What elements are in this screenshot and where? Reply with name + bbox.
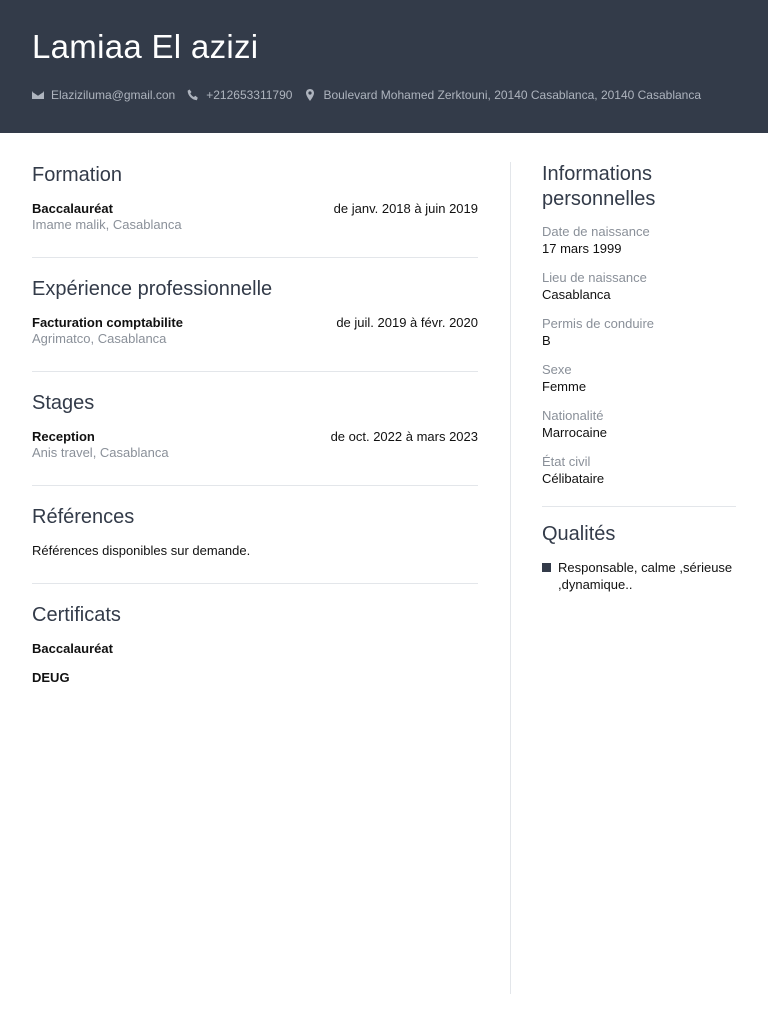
phone-text: +212653311790 bbox=[206, 88, 293, 102]
envelope-icon bbox=[32, 89, 44, 101]
certificats-section bbox=[32, 602, 478, 722]
info-value: Célibataire bbox=[542, 471, 605, 486]
section-title: Formation bbox=[32, 164, 123, 186]
info-label: Lieu de naissance bbox=[542, 270, 647, 285]
info-value: B bbox=[542, 333, 551, 348]
personal-info-section bbox=[542, 162, 736, 487]
section-title: Stages bbox=[32, 392, 95, 414]
info-label: Sexe bbox=[542, 362, 572, 377]
section-title: Expérience professionnelle bbox=[32, 278, 273, 300]
section-title: Qualités bbox=[542, 523, 616, 545]
info-value: 17 mars 1999 bbox=[542, 241, 622, 256]
info-label: État civil bbox=[542, 454, 591, 469]
section-title: Informations personnelles bbox=[542, 163, 656, 210]
experience-entry bbox=[32, 314, 478, 347]
phone-icon bbox=[187, 89, 199, 101]
entry-title: Baccalauréat bbox=[32, 201, 113, 216]
column-divider bbox=[510, 162, 511, 994]
resume-header bbox=[0, 0, 768, 133]
formation-section bbox=[32, 162, 478, 258]
quality-item bbox=[542, 559, 736, 593]
entry-employer: Agrimatco, Casablanca bbox=[32, 331, 167, 346]
info-item bbox=[542, 316, 736, 349]
email-text: Elaziziluma@gmail.con bbox=[51, 88, 176, 102]
entry-title: Reception bbox=[32, 429, 95, 444]
section-title: Certificats bbox=[32, 604, 121, 626]
info-value: Marrocaine bbox=[542, 425, 608, 440]
square-bullet-icon bbox=[542, 563, 551, 572]
entry-date: de janv. 2018 à juin 2019 bbox=[333, 201, 478, 216]
certificate-item: DEUG bbox=[32, 670, 70, 685]
info-item bbox=[542, 408, 736, 441]
stage-entry bbox=[32, 428, 478, 461]
side-column bbox=[542, 162, 736, 593]
main-column bbox=[32, 162, 478, 740]
info-item bbox=[542, 454, 736, 487]
entry-title: Facturation comptabilite bbox=[32, 315, 183, 330]
references-section bbox=[32, 504, 478, 584]
info-item bbox=[542, 270, 736, 303]
entry-company: Anis travel, Casablanca bbox=[32, 445, 169, 460]
info-label: Permis de conduire bbox=[542, 316, 654, 331]
info-value: Casablanca bbox=[542, 287, 611, 302]
entry-date: de oct. 2022 à mars 2023 bbox=[330, 429, 478, 444]
stages-section bbox=[32, 390, 478, 486]
contact-phone bbox=[187, 88, 292, 102]
address-text: Boulevard Mohamed Zerktouni, 20140 Casablanca, 20140 Casablanca bbox=[323, 88, 702, 102]
certificate-item: Baccalauréat bbox=[32, 641, 113, 656]
contact-bar bbox=[32, 87, 713, 103]
candidate-name: Lamiaa El azizi bbox=[32, 28, 259, 65]
info-item bbox=[542, 224, 736, 257]
entry-institution: Imame malik, Casablanca bbox=[32, 217, 182, 232]
entry-date: de juil. 2019 à févr. 2020 bbox=[336, 315, 478, 330]
section-title: Références bbox=[32, 506, 135, 528]
quality-text: Responsable, calme ,sérieuse ,dynamique.. bbox=[558, 560, 733, 592]
info-value: Femme bbox=[542, 379, 587, 394]
info-label: Date de naissance bbox=[542, 224, 650, 239]
info-label: Nationalité bbox=[542, 408, 604, 423]
info-item bbox=[542, 362, 736, 395]
qualities-section bbox=[542, 506, 736, 593]
references-text: Références disponibles sur demande. bbox=[32, 543, 251, 558]
contact-address bbox=[304, 88, 701, 102]
formation-entry bbox=[32, 200, 478, 233]
location-pin-icon bbox=[304, 89, 316, 101]
experience-section bbox=[32, 276, 478, 372]
contact-email bbox=[32, 88, 175, 102]
